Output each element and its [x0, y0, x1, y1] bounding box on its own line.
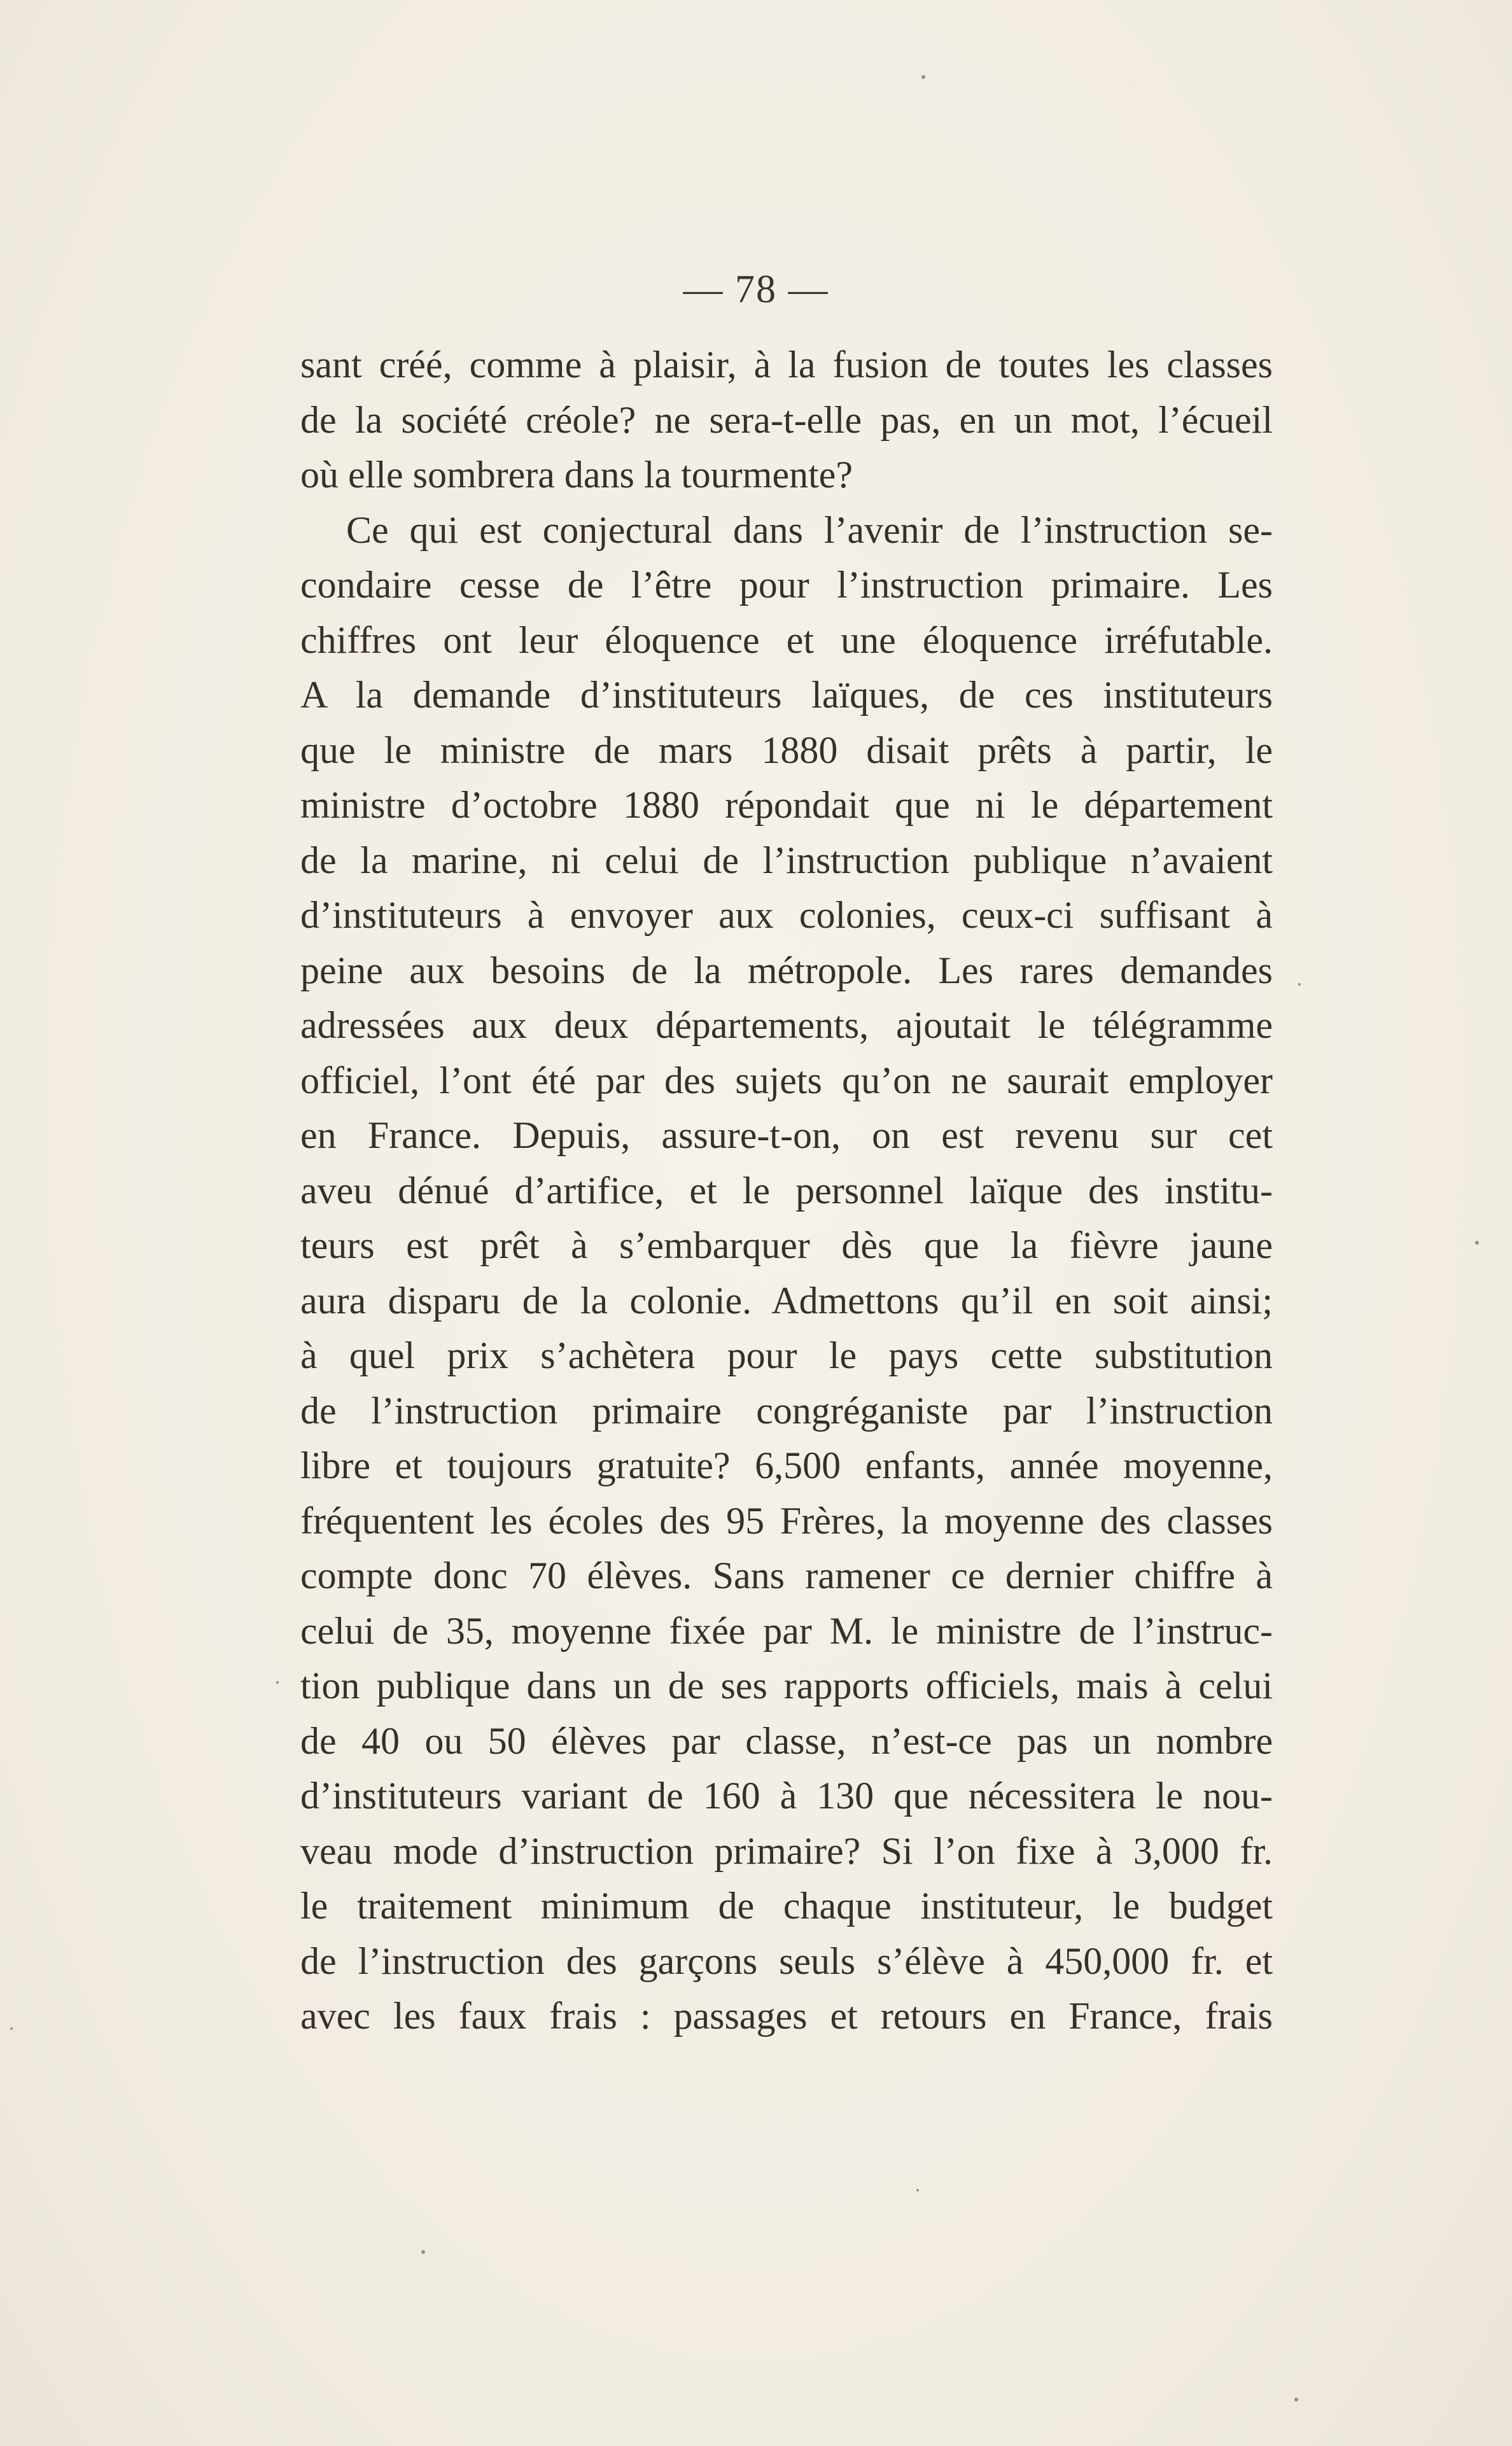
paper-speck	[1475, 1241, 1479, 1245]
paper-speck	[916, 2189, 919, 2191]
text-line: chiffres ont leur éloquence et une éloquence irréfutable.	[300, 618, 1273, 661]
text-line: peine aux besoins de la métropole. Les rares demandes	[300, 949, 1273, 991]
text-line: où elle sombrera dans la tourmente?	[300, 454, 853, 496]
text-line: aveu dénué d’artifice, et le personnel laïque des institu-	[300, 1169, 1273, 1212]
paper-speck	[1298, 983, 1301, 986]
text-line: à quel prix s’achètera pour le pays cette substitution	[300, 1334, 1273, 1376]
paper-speck	[10, 2027, 13, 2030]
text-line: fréquentent les écoles des 95 Frères, la moyenne des classes	[300, 1499, 1273, 1542]
text-line: celui de 35, moyenne fixée par M. le ministre de l’instruc-	[300, 1609, 1273, 1652]
page-number: — 78 —	[683, 268, 829, 311]
text-line: que le ministre de mars 1880 disait prêts à partir, le	[300, 729, 1273, 771]
text-line: officiel, l’ont été par des sujets qu’on ne saurait employer	[300, 1059, 1273, 1101]
text-line: A la demande d’instituteurs laïques, de ces instituteurs	[300, 674, 1273, 716]
text-line: sant créé, comme à plaisir, à la fusion de toutes les classes	[300, 344, 1273, 386]
text-line: teurs est prêt à s’embarquer dès que la fièvre jaune	[300, 1224, 1273, 1266]
text-line: de l’instruction des garçons seuls s’élève à 450,000 fr. et	[300, 1939, 1273, 1982]
paper-speck	[421, 2250, 425, 2254]
text-line: tion publique dans un de ses rapports officiels, mais à celui	[300, 1665, 1273, 1707]
text-line: le traitement minimum de chaque instituteur, le budget	[300, 1885, 1273, 1927]
text-line: avec les faux frais : passages et retours en France, frais	[300, 1995, 1273, 2037]
paper-speck	[921, 75, 925, 79]
text-line: d’instituteurs à envoyer aux colonies, ceux-ci suffisant à	[300, 894, 1273, 936]
text-line: d’instituteurs variant de 160 à 130 que nécessitera le nou-	[300, 1775, 1273, 1817]
text-line: de la marine, ni celui de l’instruction publique n’avaient	[300, 839, 1273, 881]
text-line: condaire cesse de l’être pour l’instruction primaire. Les	[300, 564, 1273, 606]
text-line: veau mode d’instruction primaire? Si l’on fixe à 3,000 fr.	[300, 1829, 1273, 1872]
text-line: compte donc 70 élèves. Sans ramener ce dernier chiffre à	[300, 1555, 1273, 1597]
text-line: en France. Depuis, assure-t-on, on est revenu sur cet	[300, 1114, 1273, 1156]
text-line: ministre d’octobre 1880 répondait que ni le département	[300, 784, 1273, 826]
paper-speck	[1294, 2398, 1298, 2401]
text-line: libre et toujours gratuite? 6,500 enfants, année moyenne,	[300, 1444, 1273, 1486]
text-line: adressées aux deux départements, ajoutait le télégramme	[300, 1004, 1273, 1046]
text-line: de la société créole? ne sera-t-elle pas, en un mot, l’écueil	[300, 398, 1273, 441]
text-line: aura disparu de la colonie. Admettons qu’il en soit ainsi;	[300, 1279, 1273, 1322]
paper-speck	[276, 1681, 279, 1684]
text-line: de 40 ou 50 élèves par classe, n’est-ce pas un nombre	[300, 1719, 1273, 1762]
text-line: de l’instruction primaire congréganiste par l’instruction	[300, 1389, 1273, 1432]
body-text	[300, 337, 1273, 2044]
text-line: Ce qui est conjectural dans l’avenir de l’instruction se-	[346, 508, 1273, 551]
